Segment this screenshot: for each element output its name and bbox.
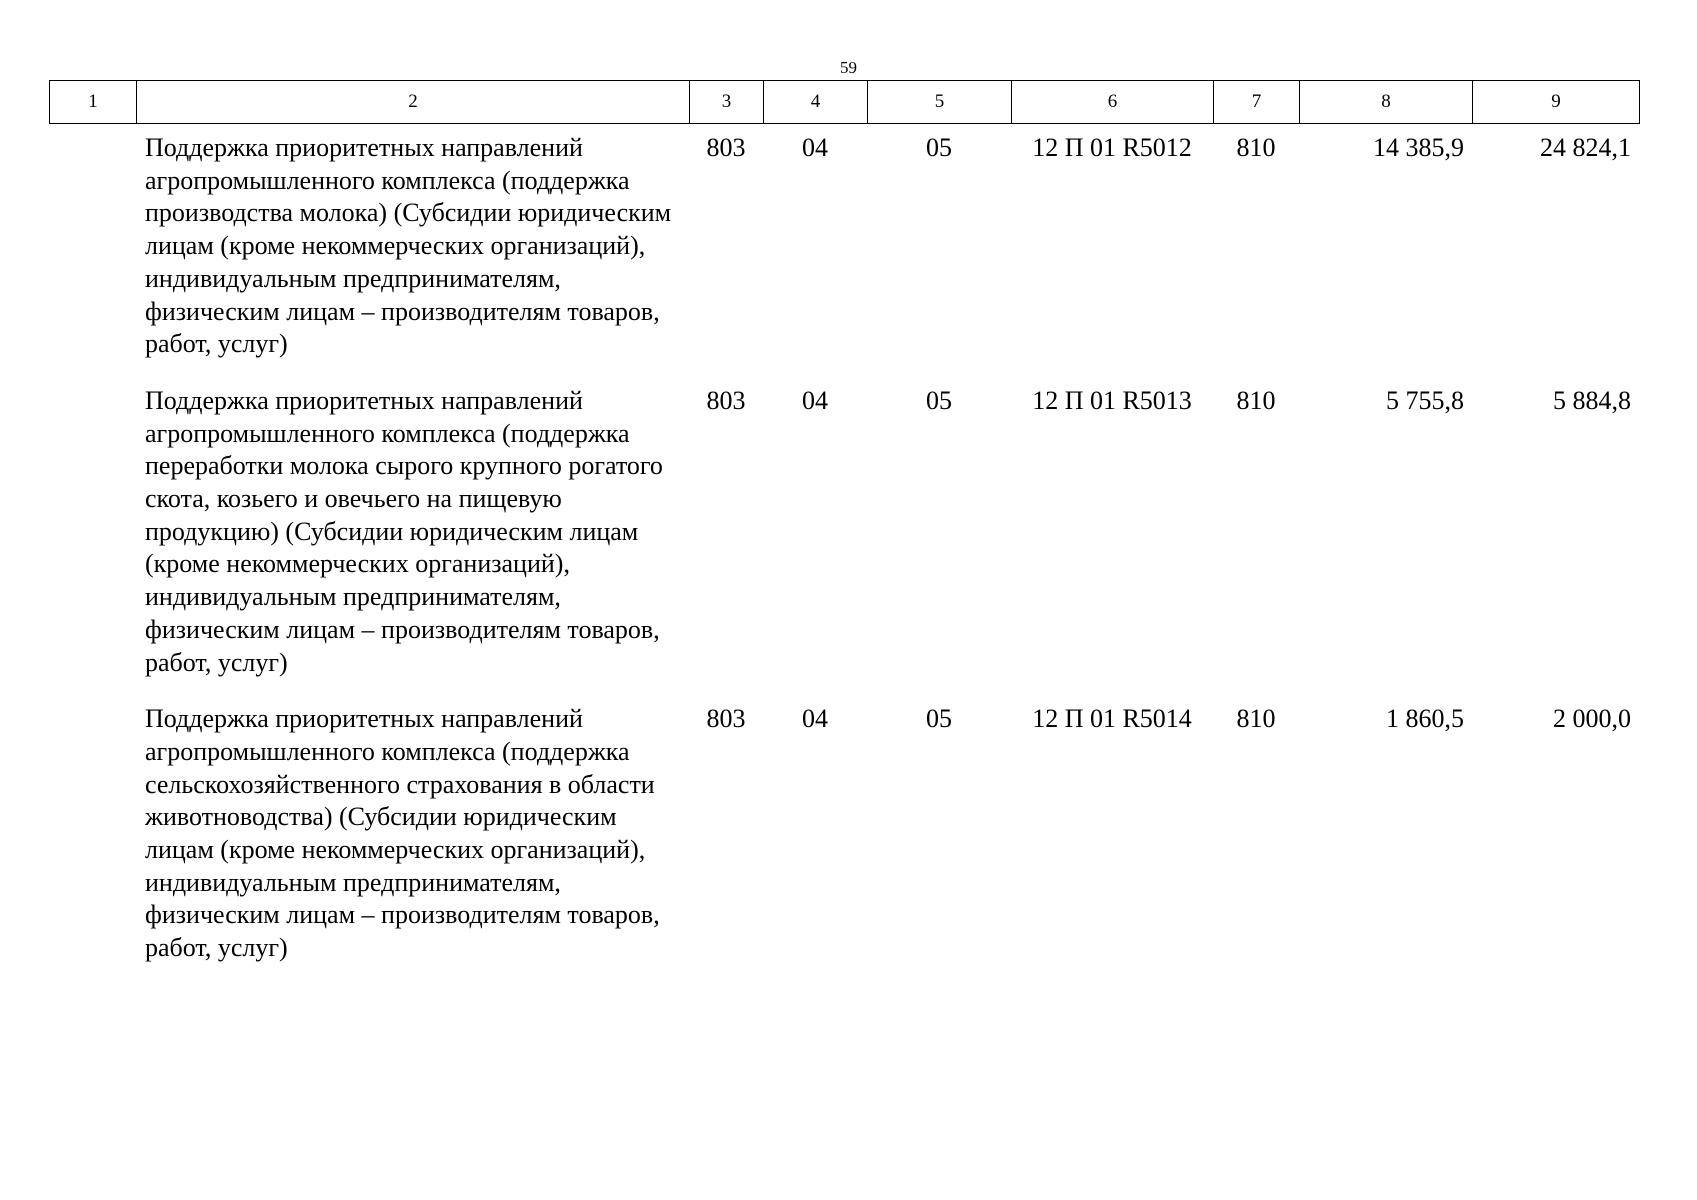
row-empty-cell — [49, 132, 136, 385]
row-ministry-code: 803 — [706, 385, 746, 415]
table-row — [49, 132, 1639, 385]
row-expense-type: 810 — [1236, 385, 1276, 415]
page-number: 59 — [840, 58, 857, 77]
row-expense-type: 810 — [1236, 704, 1276, 734]
row-amount-year-1: 1 860,5 — [1386, 704, 1464, 734]
row-description: Поддержка приоритетных направлений агропромышленного комплекса (поддержка сельскохозяйственного страхования в области животноводства) (Субсидии юридическим лицам (кроме некоммерческих организаций), индивидуальным предпринимателям, физическим лицам – производителям товаров, работ, услуг) — [145, 704, 660, 963]
table-row — [49, 385, 1639, 703]
row-subsection-code: 05 — [926, 133, 952, 162]
table-row — [49, 703, 1639, 989]
row-description: Поддержка приоритетных направлений агропромышленного комплекса (поддержка производства молока) (Субсидии юридическим лицам (кроме некоммерческих организаций), индивидуальным предпринимателям, физическим лицам – производителям товаров, работ, услуг) — [145, 133, 672, 359]
row-empty-cell — [49, 703, 136, 989]
row-ministry-code: 803 — [706, 133, 746, 162]
row-amount-year-2: 2 000,0 — [1553, 704, 1631, 734]
header-row — [50, 81, 1640, 124]
row-description: Поддержка приоритетных направлений агропромышленного комплекса (поддержка переработки молока сырого крупного рогатого скота, козьего и овечьего на пищевую продукцию) (Субсидии юридическим лицам (кроме некоммерческих организаций), индивидуальным предпринимателям, физическим лицам – производителям товаров, работ, услуг) — [145, 385, 663, 677]
row-target-article: 12 П 01 R5012 — [1032, 133, 1192, 162]
row-ministry-code: 803 — [706, 704, 746, 734]
column-number-header — [49, 80, 1640, 124]
header-cell-2: 2 — [137, 81, 690, 124]
row-subsection-code: 05 — [926, 385, 952, 415]
row-section-code: 04 — [802, 704, 828, 734]
row-amount-year-1: 14 385,9 — [1373, 133, 1464, 162]
header-cell-1: 1 — [50, 81, 137, 124]
header-cell-6: 6 — [1012, 81, 1214, 124]
row-section-code: 04 — [802, 133, 828, 162]
row-expense-type: 810 — [1236, 133, 1276, 162]
header-cell-4: 4 — [764, 81, 868, 124]
budget-table — [49, 132, 1639, 989]
header-cell-8: 8 — [1300, 81, 1473, 124]
header-cell-5: 5 — [868, 81, 1012, 124]
row-amount-year-1: 5 755,8 — [1386, 385, 1464, 415]
header-cell-3: 3 — [690, 81, 764, 124]
row-amount-year-2: 5 884,8 — [1553, 385, 1631, 415]
row-target-article: 12 П 01 R5014 — [1032, 704, 1192, 734]
row-empty-cell — [49, 385, 136, 703]
row-target-article: 12 П 01 R5013 — [1032, 385, 1192, 415]
header-cell-9: 9 — [1473, 81, 1640, 124]
row-subsection-code: 05 — [926, 704, 952, 734]
row-section-code: 04 — [802, 385, 828, 415]
header-cell-7: 7 — [1214, 81, 1300, 124]
row-amount-year-2: 24 824,1 — [1540, 133, 1631, 162]
